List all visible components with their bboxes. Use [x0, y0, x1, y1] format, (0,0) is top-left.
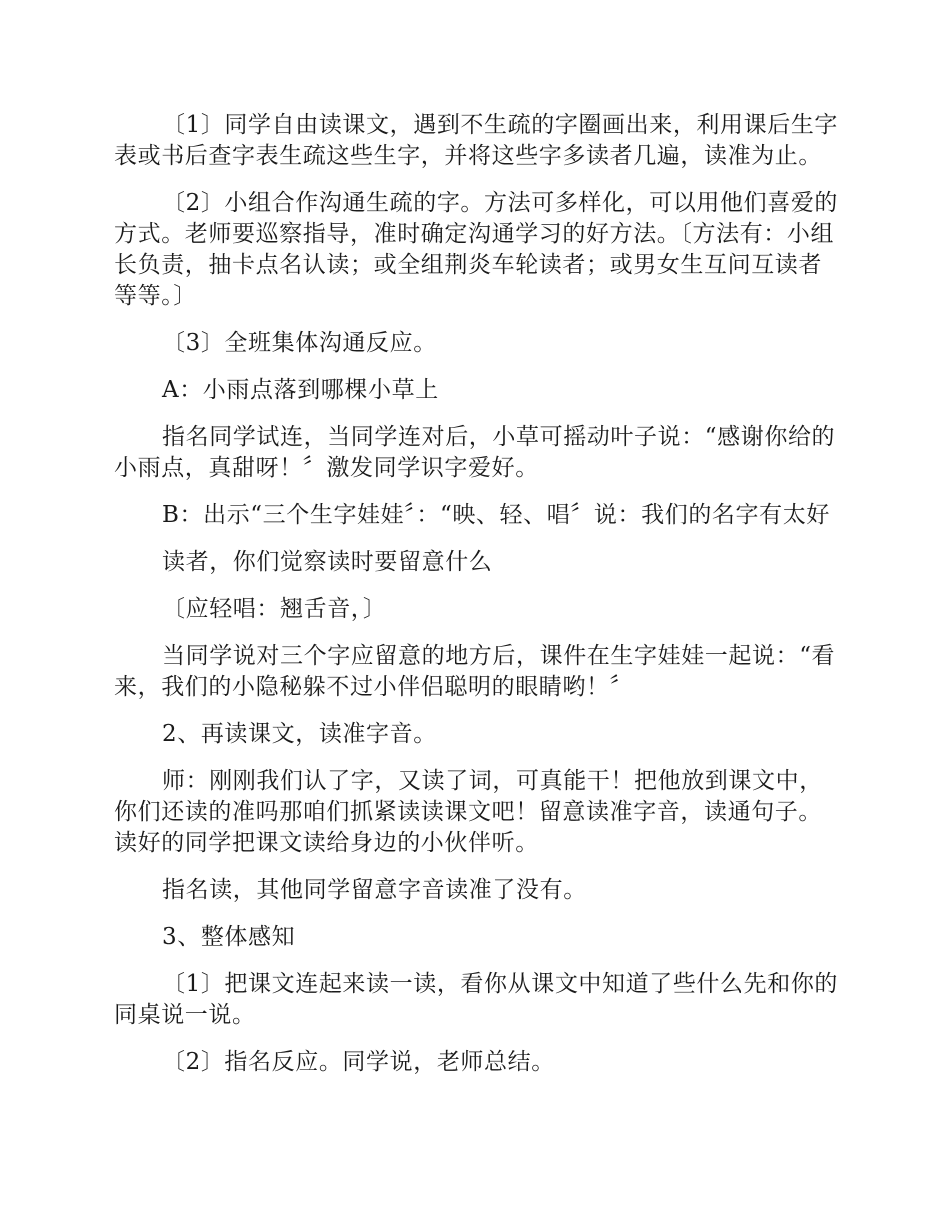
- paragraph-14: 〔1〕把课文连起来读一读，看你从课文中知道了些什么先和你的同桌说一说。: [114, 971, 839, 1028]
- paragraph-11: 师：刚刚我们认了字，又读了词，可真能干！把他放到课文中，你们还读的准吗那咱们抓紧读读课文吧！留意读准字音，读通句子。读好的同学把课文读给身边的小伙伴听。: [114, 768, 823, 856]
- paragraph-6: B：出示“三个生字娃娃〞：“映、轻、唱〞说：我们的名字有太好: [162, 502, 830, 528]
- paragraph-9: 当同学说对三个字应留意的地方后，课件在生字娃娃一起说：“看来，我们的小隐秘躲不过小伴侣聪明的眼睛哟！〞: [114, 643, 836, 700]
- paragraph-13: 3、整体感知: [162, 924, 296, 950]
- paragraph-12: 指名读，其他同学留意字音读准了没有。: [162, 877, 587, 903]
- paragraph-3: 〔3〕全班集体沟通反应。: [162, 330, 437, 356]
- document-body: [114, 110, 840, 1094]
- paragraph-7: 读者，你们觉察读时要留意什么: [162, 549, 493, 575]
- paragraph-15: 〔2〕指名反应。同学说，老师总结。: [162, 1049, 555, 1075]
- paragraph-4: A：小雨点落到哪棵小草上: [162, 377, 439, 403]
- paragraph-10: 2、再读课文，读准字音。: [162, 721, 437, 747]
- paragraph-1: 〔1〕同学自由读课文，遇到不生疏的字圈画出来，利用课后生字表或书后查字表生疏这些生字，并将这些字多读者几遍，读准为止。: [114, 112, 839, 169]
- paragraph-2: 〔2〕小组合作沟通生疏的字。方法可多样化，可以用他们喜爱的方式。老师要巡察指导，准时确定沟通学习的好方法。〔方法有：小组长负责，抽卡点名认读；或全组荆炎车轮读者；或男女生互问互读者等等。〕: [114, 190, 839, 309]
- paragraph-8: 〔应轻唱：翘舌音，〕: [162, 596, 387, 622]
- paragraph-5: 指名同学试连，当同学连对后，小草可摇动叶子说：“感谢你给的小雨点，真甜呀！〞激发同学识字爱好。: [114, 424, 836, 481]
